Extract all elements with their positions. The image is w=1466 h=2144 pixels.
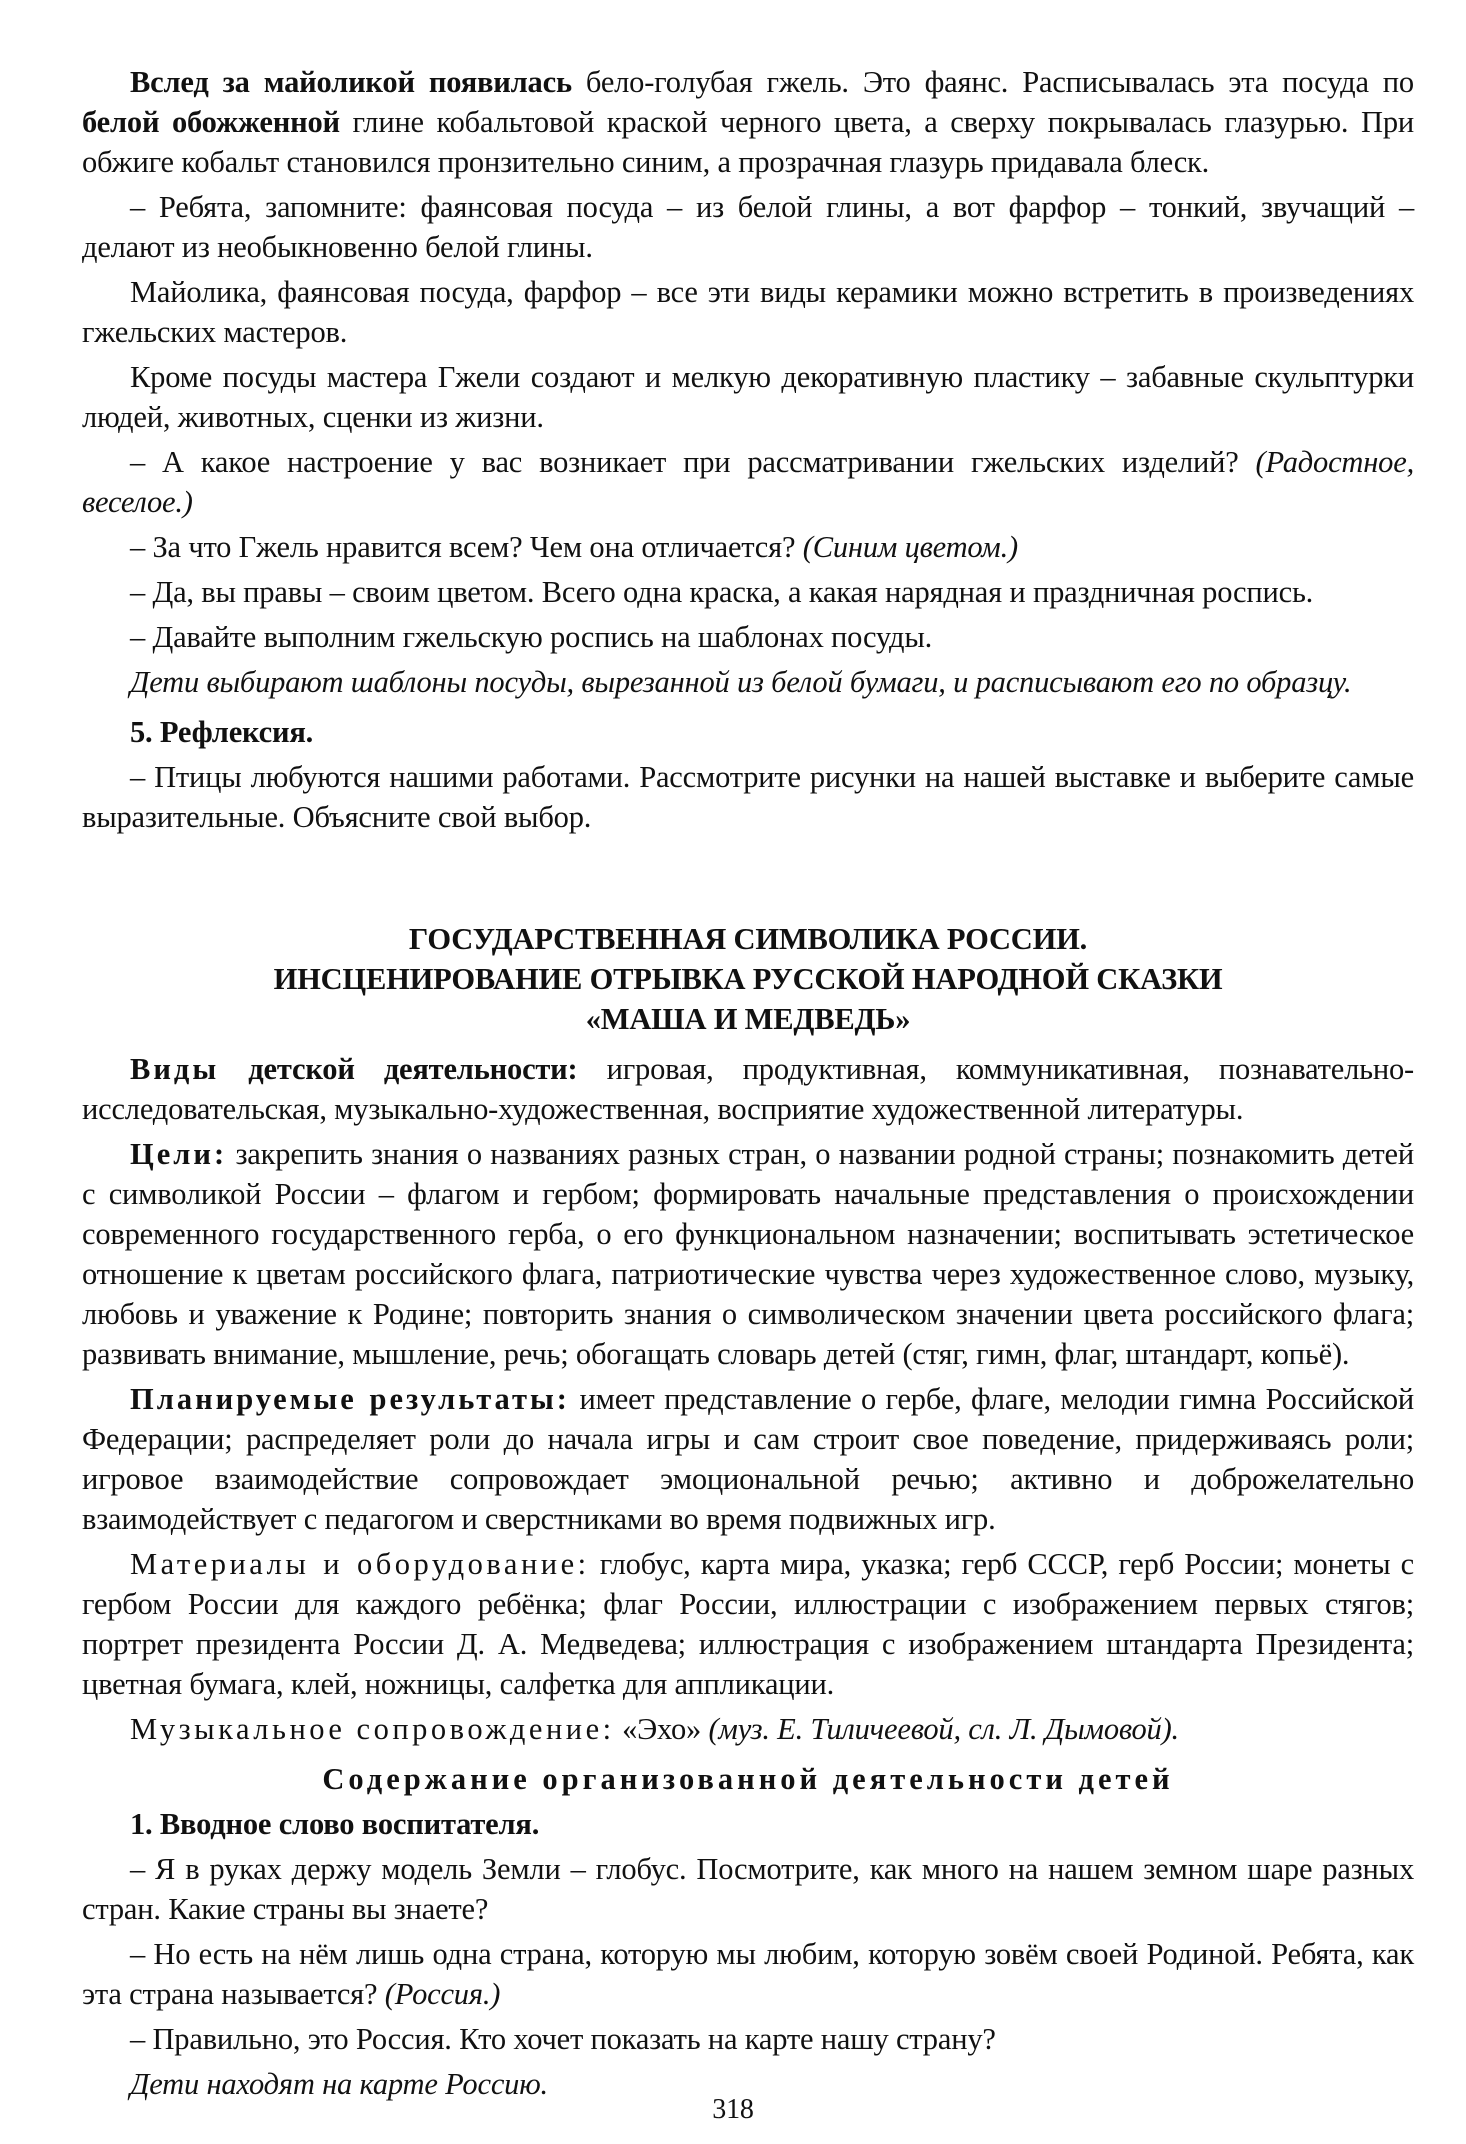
bold-phrase: белой обожженной — [82, 105, 340, 139]
section-heading: 1. Вводное слово воспитателя. — [130, 1807, 540, 1841]
content-title: Содержание организованной деятельности детей — [322, 1762, 1174, 1796]
page-number: 318 — [712, 2094, 754, 2125]
paragraph: – За что Гжель нравится всем? Чем она отличается? (Синим цветом.) — [130, 530, 1018, 564]
title-line: ГОСУДАРСТВЕННАЯ СИМВОЛИКА РОССИИ. — [408, 922, 1088, 956]
paragraph: – Да, вы правы – своим цветом. Всего одна краска, а какая нарядная и праздничная роспись. — [130, 575, 1314, 609]
paragraph: Вслед за майоликой появилась бело-голубая гжель. Это фаянс. Расписывалась эта посуда по белой обожженной глине кобальтовой краской черного цвета, а сверху покрывалась глазурью. При обжиге кобальт становился пронзительно синим, а прозрачная глазурь придавала блеск. — [82, 65, 1414, 179]
materials-paragraph: Материалы и оборудование: глобус, карта мира, указка; герб СССР, герб России; монеты с гербом России для каждого ребёнка; флаг России, иллюстрации с изображением первых стягов; портрет президента России Д. А. Медведева; иллюстрация с изображением штандарта Президента; цветная бумага, клей, ножницы, салфетка для аппликации. — [82, 1547, 1414, 1701]
music-paragraph: Музыкальное сопровождение: «Эхо» (муз. Е. Тиличеевой, сл. Л. Дымовой). — [130, 1712, 1179, 1746]
results-paragraph: Планируемые результаты: имеет представление о гербе, флаге, мелодии гимна Российской Федерации; распределяет роли до начала игры и сам строит свое поведение, придерживаясь роли; игровое взаимодействие сопровождает эмоциональной речью; активно и доброжелательно взаимодействует с педагогом и сверстниками во время подвижных игр. — [82, 1382, 1414, 1536]
stage-direction: Дети находят на карте Россию. — [130, 2067, 548, 2101]
goals-paragraph: Цели: закрепить знания о названиях разных стран, о названии родной страны; познакомить детей с символикой России – флагом и гербом; формировать начальные представления о происхождении современного государственного герба, о его функциональном назначении; воспитывать эстетическое отношение к цветам российского флага, патриотические чувства через художественное слово, музыку, любовь и уважение к Родине; повторить знания о символическом значении цвета российского флага; развивать внимание, мышление, речь; обогащать словарь детей (стяг, гимн, флаг, штандарт, копьё). — [82, 1137, 1414, 1371]
paragraph: – Правильно, это Россия. Кто хочет показать на карте нашу страну? — [130, 2022, 996, 2056]
paragraph: – А какое настроение у вас возникает при рассматривании гжельских изделий? (Радостное, веселое.) — [82, 445, 1414, 519]
paragraph: Кроме посуды мастера Гжели создают и мелкую декоративную пластику – забавные скульптурки людей, животных, сценки из жизни. — [82, 360, 1414, 434]
paragraph: – Птицы любуются нашими работами. Рассмотрите рисунки на нашей выставке и выберите самые выразительные. Объясните свой выбор. — [82, 760, 1414, 834]
paragraph: Майолика, фаянсовая посуда, фарфор – все эти виды керамики можно встретить в произведениях гжельских мастеров. — [82, 275, 1414, 349]
stage-direction: Дети выбирают шаблоны посуды, вырезанной из белой бумаги, и расписывают его по образцу. — [130, 665, 1352, 699]
lesson-title — [82, 919, 1414, 1039]
paragraph: – Ребята, запомните: фаянсовая посуда – из белой глины, а вот фарфор – тонкий, звучащий – делают из необыкновенно белой глины. — [82, 190, 1414, 264]
title-line: «МАША И МЕДВЕДЬ» — [585, 1002, 911, 1036]
activities-paragraph: Виды детской деятельности: игровая, продуктивная, коммуникативная, познавательно-исследовательская, музыкально-художественная, восприятие художественной литературы. — [82, 1052, 1414, 1126]
title-line: ИНСЦЕНИРОВАНИЕ ОТРЫВКА РУССКОЙ НАРОДНОЙ СКАЗКИ — [273, 962, 1223, 996]
section-heading: 5. Рефлексия. — [130, 715, 314, 749]
paragraph: – Я в руках держу модель Земли – глобус. Посмотрите, как много на нашем земном шаре разных стран. Какие страны вы знаете? — [82, 1852, 1414, 1926]
bold-phrase: Вслед за майоликой появилась — [130, 65, 572, 99]
paragraph: – Но есть на нём лишь одна страна, которую мы любим, которую зовём своей Родиной. Ребята, как эта страна называется? (Россия.) — [82, 1937, 1414, 2011]
paragraph: – Давайте выполним гжельскую роспись на шаблонах посуды. — [130, 620, 933, 654]
